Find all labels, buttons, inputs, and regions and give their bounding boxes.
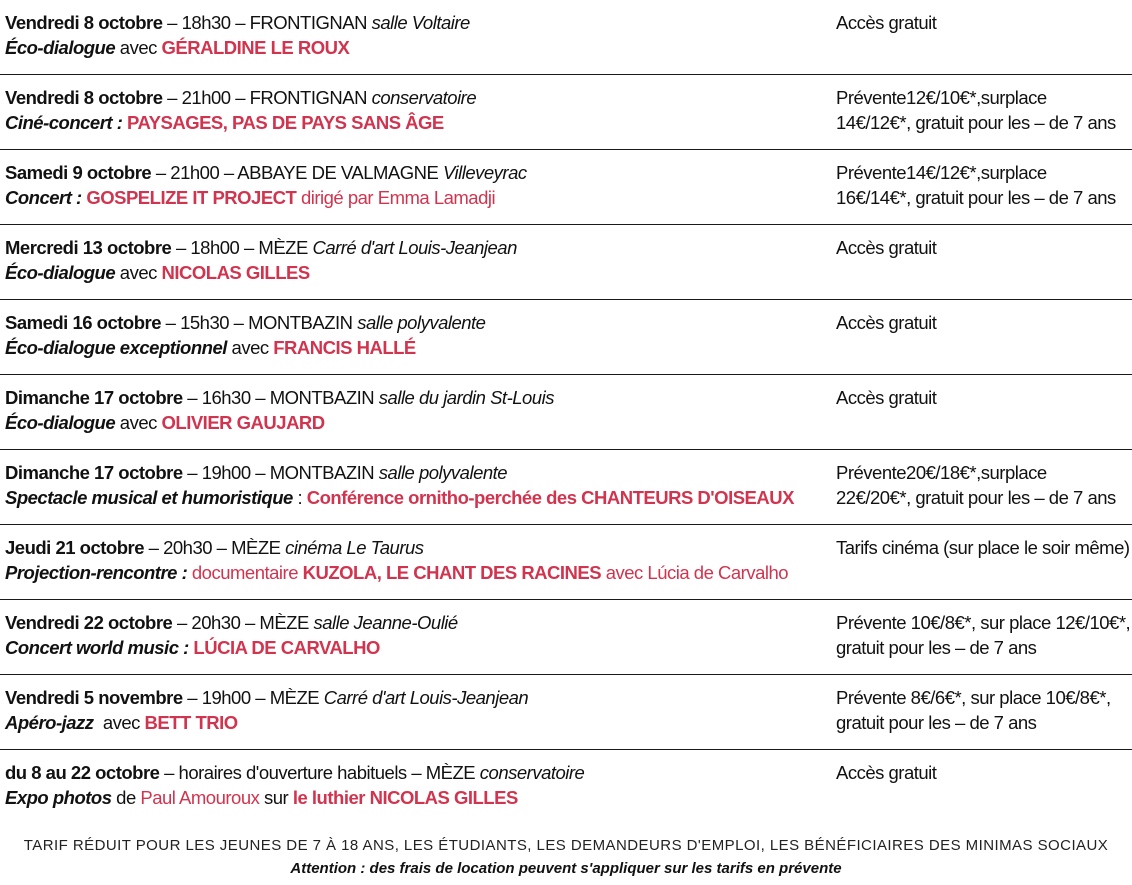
event-info xyxy=(5,235,830,285)
price-word: 14€/12€*, xyxy=(906,162,981,183)
event-type: Éco-dialogue xyxy=(5,37,116,58)
event-description-part: LÚCIA DE CARVALHO xyxy=(193,637,380,658)
event-description-part: avec xyxy=(115,262,162,283)
price-line: Prévente 8€/6€*, sur place 10€/8€*, xyxy=(836,687,1111,708)
event-info xyxy=(5,610,830,660)
event-time-location: – horaires d'ouverture habituels – MÈZE xyxy=(159,762,480,783)
price-line xyxy=(836,460,1123,485)
event-description-part: le luthier NICOLAS GILLES xyxy=(292,787,518,808)
event-time-location: – 18h00 – MÈZE xyxy=(171,237,313,258)
event-description-part: avec xyxy=(115,37,162,58)
event-venue: salle du jardin St-Louis xyxy=(378,387,554,408)
event-type: Projection-rencontre : xyxy=(5,562,188,583)
event-type: Éco-dialogue xyxy=(5,412,116,433)
event-description-part: Paul Amouroux xyxy=(140,787,260,808)
event-row xyxy=(0,450,1132,525)
event-date: Vendredi 5 novembre xyxy=(5,687,183,708)
event-row xyxy=(0,675,1132,750)
event-line-1 xyxy=(5,160,830,185)
event-date: Samedi 9 octobre xyxy=(5,162,152,183)
event-price xyxy=(836,85,1123,135)
event-price xyxy=(836,535,1130,560)
price-word: 12€/10€*, xyxy=(906,87,981,108)
event-type: Concert : xyxy=(5,187,82,208)
event-date: Vendredi 8 octobre xyxy=(5,87,163,108)
event-venue: salle polyvalente xyxy=(357,312,486,333)
event-description-part: PAYSAGES, PAS DE PAYS SANS ÂGE xyxy=(127,112,444,133)
event-type: Éco-dialogue xyxy=(5,262,116,283)
event-description-part: NICOLAS GILLES xyxy=(161,262,310,283)
event-type: Expo photos xyxy=(5,787,112,808)
event-date: du 8 au 22 octobre xyxy=(5,762,160,783)
price-line: Prévente 10€/8€*, sur place 12€/10€*, xyxy=(836,612,1131,633)
event-line-1 xyxy=(5,535,830,560)
event-line-2 xyxy=(5,785,830,810)
event-description-part: avec xyxy=(226,337,274,358)
price-word: place xyxy=(1004,162,1047,183)
event-time-location: – 21h00 – FRONTIGNAN xyxy=(162,87,372,108)
event-price xyxy=(836,610,1131,660)
price-line xyxy=(836,85,1123,110)
event-description-part: avec Lúcia de Carvalho xyxy=(601,562,789,583)
event-line-1 xyxy=(5,85,830,110)
event-line-2 xyxy=(5,260,830,285)
event-description-part: Conférence ornitho-perchée des CHANTEURS D'OISEAUX xyxy=(306,487,794,508)
event-time-location: – 18h30 – FRONTIGNAN xyxy=(162,12,372,33)
event-info xyxy=(5,760,830,810)
event-line-2 xyxy=(5,560,830,585)
event-type: Spectacle musical et humoristique xyxy=(5,487,293,508)
event-line-2 xyxy=(5,335,830,360)
event-time-location: – 15h30 – MONTBAZIN xyxy=(161,312,358,333)
event-description-part: GOSPELIZE IT PROJECT xyxy=(86,187,297,208)
price-word: place xyxy=(1004,87,1047,108)
price-line: 22€/20€*, gratuit pour les – de 7 ans xyxy=(836,487,1116,508)
event-date: Vendredi 22 octobre xyxy=(5,612,173,633)
event-line-2 xyxy=(5,635,830,660)
event-price xyxy=(836,10,1123,35)
event-line-1 xyxy=(5,610,830,635)
event-info xyxy=(5,685,830,735)
event-price xyxy=(836,760,1123,785)
event-date: Samedi 16 octobre xyxy=(5,312,162,333)
event-price xyxy=(836,460,1123,510)
event-venue: cinéma Le Taurus xyxy=(285,537,424,558)
event-row xyxy=(0,600,1132,675)
price-word: Prévente xyxy=(836,162,907,183)
event-date: Dimanche 17 octobre xyxy=(5,387,183,408)
event-row xyxy=(0,150,1132,225)
price-line: Accès gratuit xyxy=(836,762,937,783)
event-description-part: GÉRALDINE LE ROUX xyxy=(161,37,350,58)
event-info xyxy=(5,385,830,435)
price-word: sur xyxy=(980,162,1005,183)
event-date: Dimanche 17 octobre xyxy=(5,462,183,483)
event-line-2 xyxy=(5,110,830,135)
event-time-location: – 19h00 – MONTBAZIN xyxy=(182,462,379,483)
event-description-part: : xyxy=(292,487,307,508)
event-description-part: avec xyxy=(93,712,145,733)
price-line: Accès gratuit xyxy=(836,12,937,33)
event-venue: Villeveyrac xyxy=(443,162,527,183)
event-date: Mercredi 13 octobre xyxy=(5,237,172,258)
event-row xyxy=(0,0,1132,75)
event-info xyxy=(5,160,830,210)
event-line-1 xyxy=(5,385,830,410)
event-venue: Carré d'art Louis-Jeanjean xyxy=(312,237,517,258)
price-line: Accès gratuit xyxy=(836,237,937,258)
event-type: Ciné-concert : xyxy=(5,112,123,133)
event-time-location: – 20h30 – MÈZE xyxy=(144,537,286,558)
event-venue: salle Jeanne-Oulié xyxy=(313,612,458,633)
event-description-part: KUZOLA, LE CHANT DES RACINES xyxy=(302,562,602,583)
event-type: Éco-dialogue exceptionnel xyxy=(5,337,227,358)
event-line-2 xyxy=(5,710,830,735)
price-line: Accès gratuit xyxy=(836,312,937,333)
event-description-part: dirigé par Emma Lamadji xyxy=(296,187,496,208)
event-line-1 xyxy=(5,460,830,485)
event-time-location: – 16h30 – MONTBAZIN xyxy=(182,387,379,408)
event-description-part: avec xyxy=(115,412,162,433)
event-price xyxy=(836,685,1123,735)
event-line-1 xyxy=(5,685,830,710)
event-line-1 xyxy=(5,760,830,785)
price-line: 14€/12€*, gratuit pour les – de 7 ans xyxy=(836,112,1116,133)
price-line xyxy=(836,160,1123,185)
price-line: gratuit pour les – de 7 ans xyxy=(836,712,1037,733)
event-row xyxy=(0,300,1132,375)
event-row xyxy=(0,225,1132,300)
event-date: Jeudi 21 octobre xyxy=(5,537,145,558)
event-venue: salle Voltaire xyxy=(371,12,470,33)
event-venue: conservatoire xyxy=(479,762,585,783)
event-info xyxy=(5,85,830,135)
event-time-location: – 20h30 – MÈZE xyxy=(172,612,314,633)
event-info xyxy=(5,535,830,585)
event-row xyxy=(0,375,1132,450)
event-venue: conservatoire xyxy=(371,87,477,108)
event-type: Apéro-jazz xyxy=(5,712,94,733)
event-row xyxy=(0,525,1132,600)
price-line: gratuit pour les – de 7 ans xyxy=(836,637,1037,658)
event-line-2 xyxy=(5,35,830,60)
event-price xyxy=(836,310,1123,335)
event-description-part: OLIVIER GAUJARD xyxy=(161,412,325,433)
event-description-part: documentaire xyxy=(191,562,303,583)
price-word: Prévente xyxy=(836,462,907,483)
event-info xyxy=(5,310,830,360)
event-time-location: – 21h00 – ABBAYE DE VALMAGNE xyxy=(151,162,443,183)
booking-fee-warning: Attention : des frais de location peuvent s'appliquer sur les tarifs en prévente xyxy=(290,860,842,877)
price-word: 20€/18€*, xyxy=(906,462,981,483)
event-description-part: de xyxy=(111,787,141,808)
price-word: Prévente xyxy=(836,87,907,108)
event-line-2 xyxy=(5,410,830,435)
event-description-part: sur xyxy=(259,787,293,808)
event-price xyxy=(836,160,1123,210)
event-venue: Carré d'art Louis-Jeanjean xyxy=(323,687,529,708)
price-word: sur xyxy=(980,462,1005,483)
price-line: Tarifs cinéma (sur place le soir même) xyxy=(836,537,1130,558)
event-price xyxy=(836,235,1123,260)
event-line-2 xyxy=(5,485,830,510)
event-info xyxy=(5,460,830,510)
price-word: place xyxy=(1004,462,1047,483)
event-line-1 xyxy=(5,235,830,260)
event-venue: salle polyvalente xyxy=(378,462,508,483)
reduced-rate-note: TARIF RÉDUIT POUR LES JEUNES DE 7 À 18 ANS, LES ÉTUDIANTS, LES DEMANDEURS D'EMPLOI, LES BÉNÉFICIAIRES DES MINIMAS SOCIAUX xyxy=(23,837,1109,854)
event-date: Vendredi 8 octobre xyxy=(5,12,163,33)
event-row xyxy=(0,750,1132,825)
event-row xyxy=(0,75,1132,150)
price-line: 16€/14€*, gratuit pour les – de 7 ans xyxy=(836,187,1116,208)
event-line-2 xyxy=(5,185,830,210)
event-line-1 xyxy=(5,10,830,35)
event-type: Concert world music : xyxy=(5,637,189,658)
event-time-location: – 19h00 – MÈZE xyxy=(182,687,324,708)
event-price xyxy=(836,385,1123,410)
event-description-part: BETT TRIO xyxy=(144,712,238,733)
event-description-part: FRANCIS HALLÉ xyxy=(273,337,416,358)
price-word: sur xyxy=(980,87,1005,108)
event-line-1 xyxy=(5,310,830,335)
event-info xyxy=(5,10,830,60)
price-line: Accès gratuit xyxy=(836,387,937,408)
